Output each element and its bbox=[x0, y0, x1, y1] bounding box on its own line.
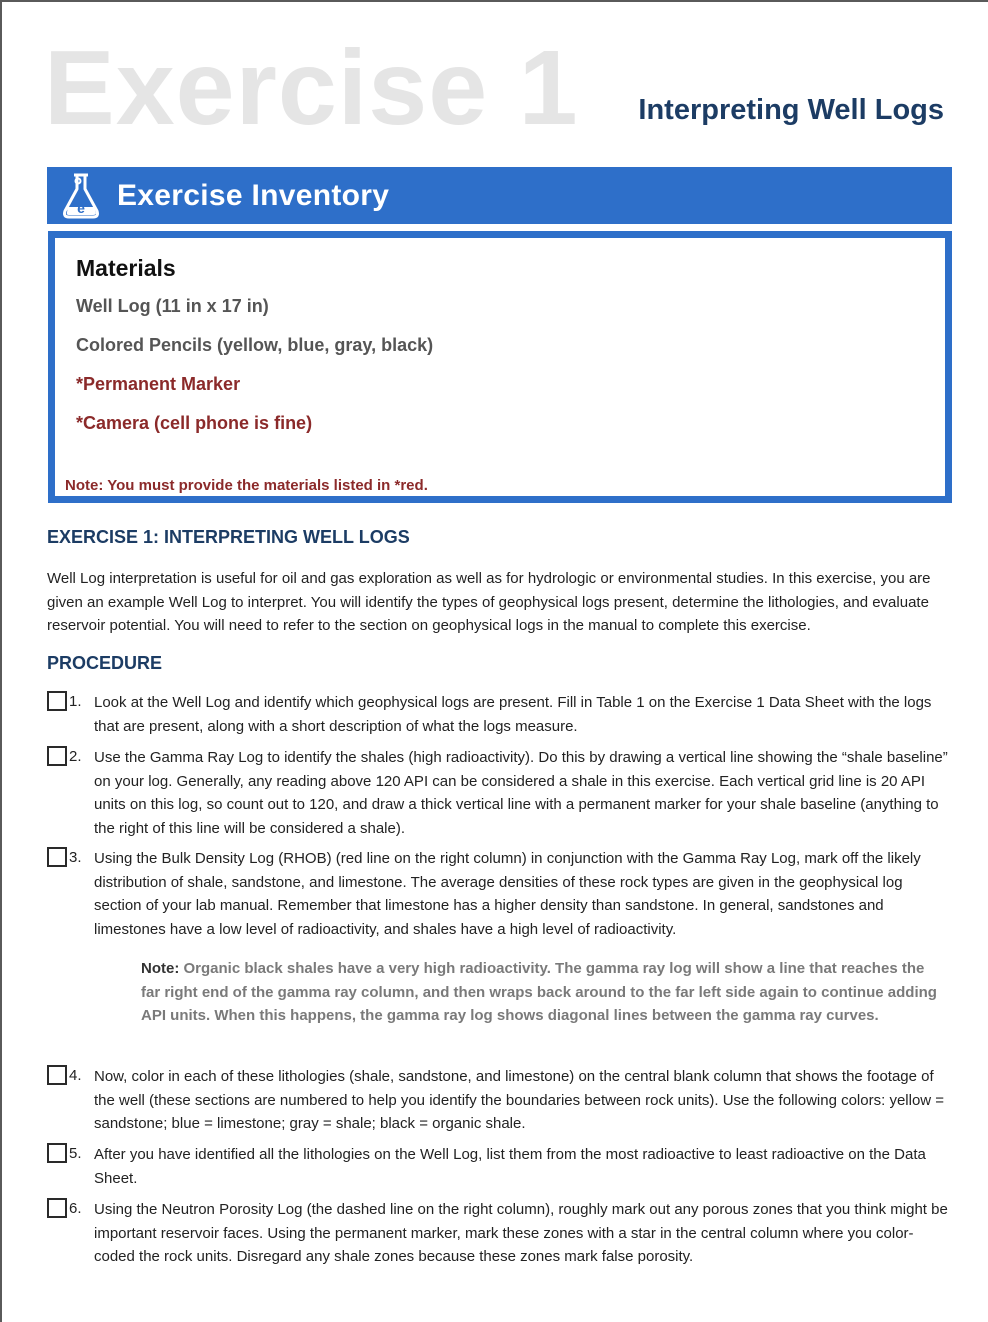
note-text: Organic black shales have a very high radioactivity. The gamma ray log will show a line that reaches the far right end of the gamma ray column, and then wraps back around to the far left side again to continue adding API units. When this happens, the gamma ray log shows diagonal lines between the gamma ray curves. bbox=[141, 960, 937, 1024]
step-number: 2. bbox=[69, 748, 82, 765]
materials-note: Note: You must provide the materials listed in *red. bbox=[65, 477, 428, 494]
exercise-heading: EXERCISE 1: INTERPRETING WELL LOGS bbox=[47, 527, 410, 547]
materials-box bbox=[48, 231, 952, 503]
step-checkbox[interactable] bbox=[47, 1198, 67, 1218]
step-number: 1. bbox=[69, 693, 82, 710]
step-number: 6. bbox=[69, 1200, 82, 1217]
material-item-required: *Permanent Marker bbox=[76, 374, 241, 394]
step-text: Now, color in each of these lithologies (shale, sandstone, and limestone) on the central blank column that shows the footage of the well (these sections are numbered to help you identify the boundaries between rock units). Use the following colors: yellow = sandstone; blue = limestone; gray = shale; black = organic shale. bbox=[94, 1068, 945, 1132]
step-text: Use the Gamma Ray Log to identify the shales (high radioactivity). Do this by drawing a vertical line showing the “shale baseline” on your log. Generally, any reading above 120 API can be considered a shale in this exercise. Each vertical grid line is 20 API units on this log, so count out to 120, and draw a thick vertical line with a permanent marker for your shale baseline (anything to the right of this line will be considered a shale). bbox=[94, 749, 948, 837]
step-checkbox[interactable] bbox=[47, 746, 67, 766]
exercise-intro: Well Log interpretation is useful for oil and gas exploration as well as for hydrologic or environmental studies. In this exercise, you are given an example Well Log to interpret. You will identify the types of geophysical logs present, determine the lithologies, and evaluate reservoir potential. You will need to refer to the section on geophysical logs in the manual to complete this exercise. bbox=[47, 570, 931, 634]
procedure-heading: PROCEDURE bbox=[47, 653, 163, 673]
note-label: Note: bbox=[141, 960, 180, 977]
page-edge-left bbox=[0, 0, 2, 1322]
flask-icon bbox=[59, 171, 103, 221]
step-text: Using the Bulk Density Log (RHOB) (red line on the right column) in conjunction with the Gamma Ray Log, mark off the likely distribution of shale, sandstone, and limestone. The average densities of these rock types are given in the geophysical log section of your lab manual. Remember that limestone has a higher density than sandstone. In general, sandstones and limestones have a low level of radioactivity, and shales have a high level of radioactivity. bbox=[94, 850, 921, 938]
procedure-step bbox=[47, 1143, 947, 1190]
procedure-step bbox=[47, 746, 947, 840]
step-checkbox[interactable] bbox=[47, 847, 67, 867]
step-number: 3. bbox=[69, 849, 82, 866]
procedure-step bbox=[47, 847, 947, 941]
step-text: After you have identified all the lithologies on the Well Log, list them from the most radioactive to least radioactive on the Data Sheet. bbox=[94, 1146, 926, 1187]
procedure-step bbox=[47, 691, 947, 738]
organic-shale-note bbox=[141, 957, 947, 1028]
exercise-subtitle: Interpreting Well Logs bbox=[638, 94, 944, 126]
step-checkbox[interactable] bbox=[47, 1065, 67, 1085]
step-number: 5. bbox=[69, 1145, 82, 1162]
step-checkbox[interactable] bbox=[47, 1143, 67, 1163]
inventory-banner bbox=[47, 167, 952, 224]
procedure-step bbox=[47, 1065, 947, 1136]
material-item-required: *Camera (cell phone is fine) bbox=[76, 413, 313, 433]
step-checkbox[interactable] bbox=[47, 691, 67, 711]
exercise-big-title: Exercise 1 bbox=[44, 29, 579, 147]
inventory-banner-title: Exercise Inventory bbox=[117, 178, 390, 212]
procedure-step bbox=[47, 1198, 947, 1269]
step-text: Look at the Well Log and identify which geophysical logs are present. Fill in Table 1 on the Exercise 1 Data Sheet with the logs that are present, along with a short description of what the logs measure. bbox=[94, 694, 932, 735]
page-edge-top bbox=[0, 0, 988, 2]
materials-heading: Materials bbox=[76, 255, 176, 281]
step-number: 4. bbox=[69, 1067, 82, 1084]
step-text: Using the Neutron Porosity Log (the dashed line on the right column), roughly mark out any porous zones that you think might be important reservoir faces. Using the permanent marker, mark these zones with a star in the central column where you color-coded the rock units. Disregard any shale zones because these zones mark false porosity. bbox=[94, 1201, 948, 1265]
material-item: Colored Pencils (yellow, blue, gray, black) bbox=[76, 335, 434, 355]
svg-text:e: e bbox=[77, 199, 85, 216]
material-item: Well Log (11 in x 17 in) bbox=[76, 296, 269, 316]
